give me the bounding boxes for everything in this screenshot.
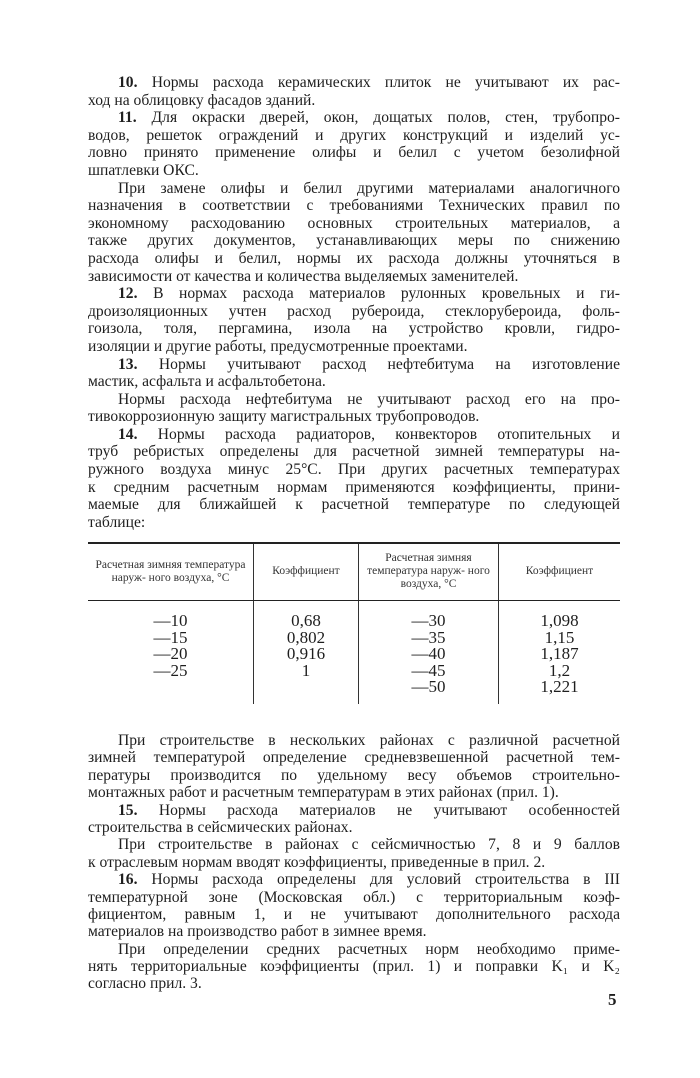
table-cell: 0,802 [286,627,326,647]
line-text: труб ребристых определены для расчетной зимней температуры на- [88,443,620,461]
line-text: В нормах расхода материалов рулонных кровельных и ги- [137,285,620,303]
text-line [88,836,620,853]
line-text: Нормы учитывают расход нефтебитума на изготовление [137,355,620,373]
text-line [88,732,620,749]
line-text: расхода олифы и белил, нормы их расхода должны уточняться в [88,249,620,267]
line-text: ход на облицовку фасадов зданий. [88,91,316,109]
text-line [88,109,620,127]
text-line [88,461,620,479]
header-temperature-2: Расчетная зимняя температура наруж- ного воздуха, °С [359,543,499,601]
table-cell: —15 [153,627,188,647]
text-line [88,285,620,303]
text-line [88,802,620,819]
item-number: 16. [118,871,138,889]
text-line [88,871,620,888]
table-cell: —20 [153,644,188,663]
text-line [88,767,620,784]
line-text: Нормы расхода радиаторов, конвекторов отопительных и [137,425,620,443]
line-text: пературы производится по удельному весу объемов строительно- [88,766,620,784]
line-text: водов, решеток ограждений и других конструкций и изделий ус- [88,126,620,144]
line-text: ружного воздуха минус 25°С. При других расчетных температурах [88,461,620,479]
coefficient-table [88,542,620,704]
table-cell: 1,098 [540,611,579,630]
text-line [88,941,620,958]
text-line [88,162,620,180]
table-cell: 1,15 [544,627,575,647]
text-line [88,144,620,162]
table-cell: —10 [153,611,188,630]
line-text: нять территориальные коэффициенты (прил. 1) и поправки K₁ и K₂ [88,958,620,976]
line-text: При определении средних расчетных норм необходимо приме- [118,940,620,958]
col-temperature-1 [88,601,254,704]
text-line [88,268,620,286]
col-coefficient-2 [499,601,621,704]
text-line [88,819,620,836]
line-text: строительства в сейсмических районах. [88,818,353,836]
table-cell: 1,2 [548,660,571,680]
text-line [88,180,620,198]
text-line [88,232,620,250]
header-temperature-1: Расчетная зимняя температура наруж- ного воздуха, °С [88,543,254,601]
table-cell: —50 [411,677,446,696]
text-line [88,923,620,940]
line-text: также других документов, устанавливающих меры по снижению [88,232,620,250]
line-text: Нормы расхода керамических плиток не учитывают их рас- [137,74,620,91]
item-number: 11. [118,109,137,127]
table-cell: 0,916 [286,644,326,663]
table-cell: —35 [411,627,446,647]
line-text: таблице: [88,513,146,531]
line-text: дроизоляционных учтен расход рубероида, стеклорубероида, фоль- [88,302,620,320]
item-number: 15. [118,801,138,819]
text-line [88,854,620,871]
line-text: зимней температурой определение средневзвешенной расчетной тем- [88,749,620,767]
line-text: Нормы расхода определены для условий строительства в III [137,871,620,889]
line-text: При строительстве в районах с сейсмичностью 7, 8 и 9 баллов [118,836,620,854]
text-line [88,373,620,391]
text-line [88,958,620,975]
text-block-top [88,74,620,531]
text-line [88,250,620,268]
table-cell: —30 [411,611,446,630]
text-line [88,749,620,766]
text-line [88,496,620,514]
text-line [88,215,620,233]
table-row [88,601,620,704]
item-number: 10. [118,74,138,91]
text-block-bottom [88,732,620,993]
table-cell: —45 [411,660,446,680]
line-text: Для окраски дверей, окон, дощатых полов, стен, трубопро- [136,109,620,127]
text-line [88,356,620,374]
line-text: ловно принято применение олифы и белил с учетом безолифной [88,144,620,162]
line-text: согласно прил. 3. [88,975,202,993]
line-text: При строительстве в нескольких районах с различной расчетной [118,732,620,749]
item-number: 12. [118,285,138,303]
text-line [88,408,620,426]
line-text: материалов на производство работ в зимнее время. [88,923,427,941]
item-number: 14. [118,425,138,443]
line-text: фициентом, равным 1, и не учитывают дополнительного расхода [88,905,620,923]
line-text: к средним расчетным нормам применяются коэффициенты, прини- [88,478,620,496]
line-text: тивокоррозионную защиту магистральных трубопроводов. [88,408,480,426]
text-line [88,784,620,801]
text-line [88,514,620,532]
line-text: Нормы расхода нефтебитума не учитывают расход его на про- [118,390,620,408]
line-text: маемые для ближайшей к расчетной температуре по следующей [88,496,620,514]
text-line [88,338,620,356]
line-text: зависимости от качества и количества выделяемых заменителей. [88,267,519,285]
line-text: температурной зоне (Московская обл.) с территориальным коэф- [88,888,620,906]
line-text: Нормы расхода материалов не учитывают особенностей [137,801,620,819]
page-number: 5 [608,990,617,1009]
header-coefficient-2: Коэффициент [499,543,621,601]
line-text: При замене олифы и белил другими материалами аналогичного [118,179,620,197]
text-line [88,320,620,338]
text-line [88,391,620,409]
table-cell: 1,187 [540,644,579,663]
item-number: 13. [118,355,138,373]
text-line [88,975,620,992]
line-text: мастик, асфальта и асфальтобетона. [88,373,326,391]
table-cell: —25 [153,660,188,680]
line-text: монтажных работ и расчетным температурам в этих районах (прил. 1). [88,784,559,802]
text-line [88,92,620,110]
line-text: изоляции и другие работы, предусмотренные проектами. [88,337,468,355]
col-coefficient-1 [254,601,359,704]
table-cell: 0,68 [291,611,321,630]
line-text: экономному расходованию основных строительных материалов, а [88,214,620,232]
text-line [88,906,620,923]
text-line [88,889,620,906]
header-coefficient-1: Коэффициент [254,543,359,601]
text-line [88,127,620,145]
table-cell: —40 [411,644,446,663]
line-text: к отраслевым нормам вводят коэффициенты, приведенные в прил. 2. [88,853,546,871]
table-cell: 1 [301,660,311,680]
text-line [88,303,620,321]
text-line [88,443,620,461]
line-text: шпатлевки ОКС. [88,161,199,179]
col-temperature-2 [359,601,499,704]
text-line [88,426,620,444]
table-cell: 1,221 [540,677,579,696]
table-header-row [88,543,620,601]
line-text: гоизола, толя, пергамина, изола на устройство кровли, гидро- [88,320,620,338]
text-line [88,74,620,92]
text-line [88,479,620,497]
line-text: назначения в соответствии с требованиями Технических правил по [88,197,620,215]
text-line [88,197,620,215]
